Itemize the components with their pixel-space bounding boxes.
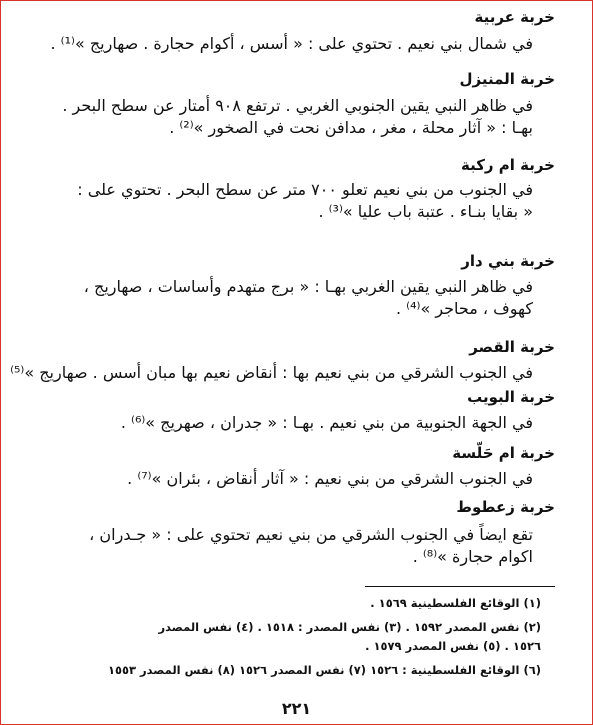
entry-title: خربة عربية: [474, 8, 555, 26]
entry-title: خربة بني دار: [461, 252, 555, 270]
page-number: ٢٢١: [281, 699, 312, 718]
entry-title: خربة ام ركبة: [460, 156, 555, 174]
footnote-divider: [365, 586, 555, 587]
entry-4: [35, 252, 555, 320]
entry-line: في شمال بني نعيم . تحتوي على : « أسس ، أكوام حجارة . صهاريج »⁽¹⁾ .: [50, 34, 533, 53]
entry-title: خربة زعطوط: [456, 498, 555, 516]
entry-title: خربة البويب: [467, 388, 555, 406]
entry-5: [10, 338, 555, 384]
entry-line: « بقايا بنـاء . عتبة باب عليا »⁽³⁾ .: [318, 202, 533, 221]
entry-line: في الجنوب من بني نعيم تعلو ٧٠٠ متر عن سطح البحر . تحتوي على :: [77, 180, 533, 199]
entry-line: في الجهة الجنوبية من بني نعيم . بهـا : « جدران ، صهريج »⁽⁶⁾ .: [120, 413, 533, 432]
entry-title: خربة ام حَلّسة: [452, 444, 555, 462]
entry-line: في الجنوب الشرقي من بني نعيم بها : أنقاض نعيم بها مبان أسس . صهاريج »⁽⁵⁾: [10, 363, 533, 382]
entry-8: [35, 498, 555, 568]
entry-line: في الجنوب الشرقي من بني نعيم : « آثار أنقاض ، بئران »⁽⁷⁾ .: [127, 469, 533, 488]
entry-1: [35, 8, 555, 55]
entry-line: في ظاهر النبي يقين الغربي بهـا : « برج متهدم وأساسات ، صهاريج ،: [83, 277, 533, 296]
footnote-line: (٢) نفس المصدر ١٥٩٢ . (٣) نفس المصدر : ١٥١٨ . (٤) نفس المصدر: [158, 620, 541, 634]
footnote-line: (١) الوقائع الفلسطينية ١٥٦٩ .: [370, 596, 541, 610]
entry-title: خربة القصر: [469, 338, 555, 356]
entry-line: اكوام حجارة »⁽⁸⁾ .: [412, 547, 533, 566]
entry-6: [35, 388, 555, 434]
entry-3: [35, 156, 555, 223]
entry-7: [35, 444, 555, 490]
footnote-line: ١٥٢٦ . (٥) نفس المصدر ١٥٧٩ .: [365, 639, 541, 653]
entry-line: كهوف ، محاجر »⁽⁴⁾ .: [395, 299, 533, 318]
footnote-line: (٦) الوقائع الفلسطينية : ١٥٢٦ (٧) نفس المصدر ١٥٢٦ (٨) نفس المصدر ١٥٥٣: [107, 663, 541, 677]
entry-2: [35, 70, 555, 139]
entry-line: تقع ايضاً في الجنوب الشرقي من بني نعيم تحتوي على : « جـدران ،: [89, 525, 533, 544]
entry-line: بهـا : « آثار محلة ، مغر ، مدافن نحت في الصخور »⁽²⁾ .: [169, 118, 533, 137]
entry-title: خربة المنيزل: [459, 70, 555, 88]
entry-line: في ظاهر النبي يقين الجنوبي الغربي . ترتفع ٩٠٨ أمتار عن سطح البحر .: [62, 96, 533, 115]
